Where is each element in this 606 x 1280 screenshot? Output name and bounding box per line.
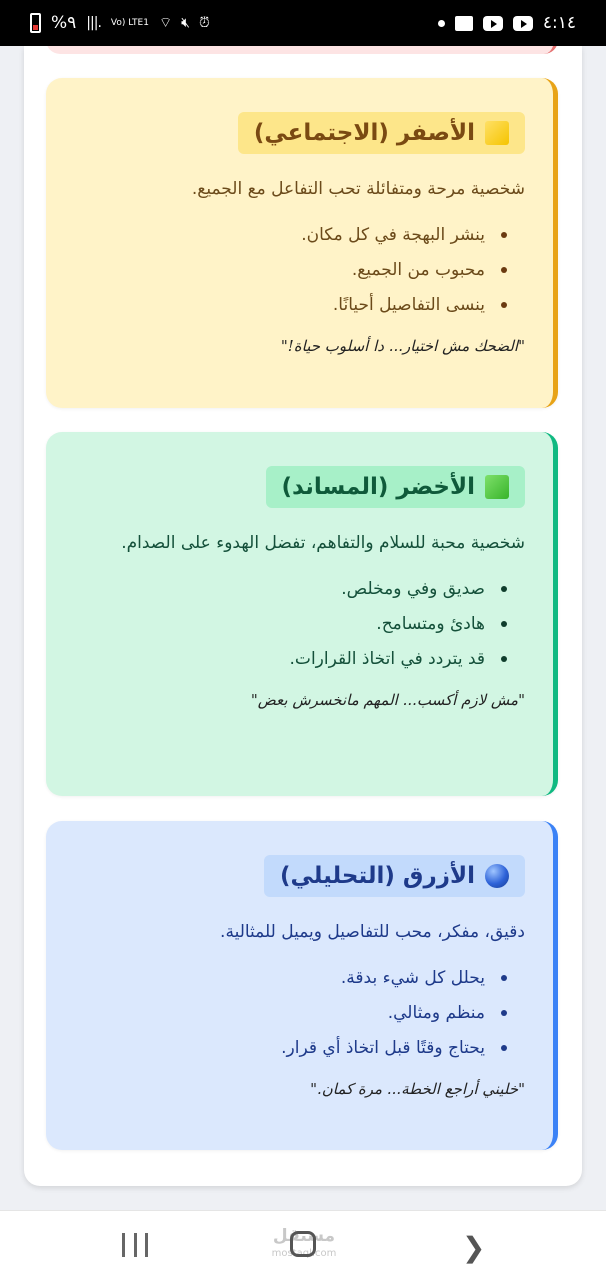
- youtube-icon: [483, 16, 503, 31]
- card-title-text: الأخضر (المساند): [281, 474, 475, 500]
- traits-list: [74, 961, 525, 1066]
- trait-item: منظم ومثالي.: [74, 996, 507, 1031]
- traits-list: [74, 572, 525, 677]
- personality-card-green: [46, 432, 558, 796]
- card-description: شخصية محبة للسلام والتفاهم، تفضل الهدوء على الصدام.: [121, 533, 525, 553]
- content-panel: [24, 46, 582, 1186]
- watermark-logo: مستقل mostaql.com: [271, 1226, 337, 1259]
- previous-card-edge: [46, 46, 558, 54]
- network-label: Vo) LTE1: [110, 17, 149, 28]
- card-title-text: الأصفر (الاجتماعي): [253, 120, 475, 146]
- battery-percent: %٩: [51, 13, 77, 33]
- card-description: دقيق، مفكر، محب للتفاصيل ويميل للمثالية.: [220, 922, 525, 942]
- blue-circle-icon: [485, 864, 509, 888]
- card-description: شخصية مرحة ومتفائلة تحب التفاعل مع الجميع.: [191, 179, 525, 199]
- status-bar-left: [30, 13, 209, 33]
- back-button[interactable]: ❯: [462, 1231, 486, 1264]
- status-bar: [0, 0, 606, 46]
- navigation-bar: [0, 1210, 606, 1280]
- trait-item: محبوب من الجميع.: [74, 253, 507, 288]
- green-square-icon: [485, 475, 509, 499]
- recent-apps-button[interactable]: [122, 1233, 148, 1257]
- trait-item: يحلل كل شيء بدقة.: [74, 961, 507, 996]
- image-notification-icon: [455, 16, 473, 31]
- card-quote: "مش لازم أكسب... المهم مانخسرش بعض": [250, 691, 525, 709]
- trait-item: قد يتردد في اتخاذ القرارات.: [74, 642, 507, 677]
- card-title: [266, 466, 526, 508]
- battery-icon: [30, 13, 41, 33]
- signal-icon: |||.: [86, 15, 101, 31]
- home-button[interactable]: [290, 1231, 316, 1257]
- wifi-icon: ⌔: [158, 15, 172, 31]
- trait-item: ينشر البهجة في كل مكان.: [74, 218, 507, 253]
- trait-item: يحتاج وقتًا قبل اتخاذ أي قرار.: [74, 1031, 507, 1066]
- clock: ٤:١٤: [542, 13, 576, 33]
- alarm-icon: ⏰︎: [198, 15, 209, 31]
- trait-item: ينسى التفاصيل أحيانًا.: [74, 288, 507, 323]
- traits-list: [74, 218, 525, 323]
- mute-icon: 🔇︎: [181, 15, 189, 31]
- trait-item: هادئ ومتسامح.: [74, 607, 507, 642]
- personality-card-yellow: [46, 78, 558, 408]
- trait-item: صديق وفي ومخلص.: [74, 572, 507, 607]
- card-quote: "الضحك مش اختيار... دا أسلوب حياة!": [280, 337, 525, 355]
- yellow-square-icon: [485, 121, 509, 145]
- status-bar-right: [438, 13, 576, 33]
- card-title: [264, 855, 525, 897]
- card-title: [238, 112, 525, 154]
- youtube-icon: [513, 16, 533, 31]
- card-quote: "خليني أراجع الخطة... مرة كمان.": [310, 1080, 525, 1098]
- notification-dot-icon: [438, 20, 445, 27]
- card-title-text: الأزرق (التحليلي): [279, 863, 475, 889]
- personality-card-blue: [46, 821, 558, 1150]
